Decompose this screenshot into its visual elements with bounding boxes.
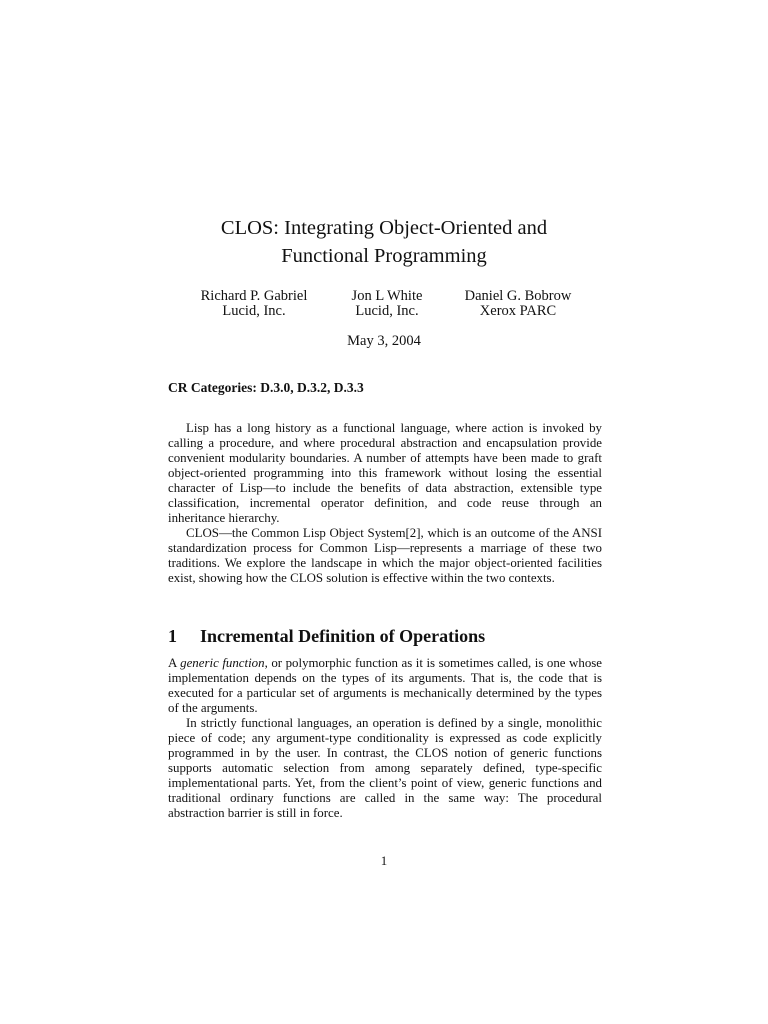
author-affiliation: Xerox PARC [479,303,557,319]
paragraph-rest: , or polymorphic function as it is sometimes called, is one whose implementation depends on the types of its arguments. That is, the code that is executed for a particular set of arguments is mechanically determined by the types of the arguments. [168,656,602,715]
title-line-1: CLOS: Integrating Object-Oriented and [220,217,548,239]
emphasized-term: generic function [180,656,265,670]
section-paragraph-1 [168,656,602,716]
section-heading [168,625,608,647]
section-paragraph-2: In strictly functional languages, an operation is defined by a single, monolithic piece of code; any argument-type conditionality is expressed as code explicitly programmed in by the user. In contrast, the CLOS notion of generic functions supports automatic selection from among separately defined, type-specific implementational parts. Yet, from the client’s point of view, generic functions and traditional ordinary functions are called in the same way: The procedural abstraction barrier is still in force. [168,716,602,820]
section-body [168,656,602,821]
title-line-2: Functional Programming [281,245,487,267]
author-name: Jon L White [351,288,423,304]
page-number: 1 [380,854,388,868]
abstract-paragraph-1: Lisp has a long history as a functional language, where action is invoked by calling a procedure, and where procedural abstraction and encapsulation provide convenient modularity boundaries. A number of attempts have been made to graft object-oriented programming into this framework without losing the essential character of Lisp—to include the benefits of data abstraction, extensible type classification, incremental operator definition, and code reuse through an inheritance hierarchy. [168,421,602,525]
author-name: Daniel G. Bobrow [464,288,572,304]
author-3 [433,289,603,319]
abstract-paragraph-2: CLOS—the Common Lisp Object System[2], which is an outcome of the ANSI standardization process for Common Lisp—represents a marriage of these two traditions. We explore the landscape in which the major object-oriented facilities exist, showing how the CLOS solution is effective within the two contexts. [168,526,602,585]
section-number: 1 [168,626,177,646]
abstract [168,421,602,586]
author-affiliation: Lucid, Inc. [222,303,286,319]
author-affiliation: Lucid, Inc. [355,303,419,319]
paper-date: May 3, 2004 [347,333,421,349]
paper-title [0,214,768,270]
cr-categories: CR Categories: D.3.0, D.3.2, D.3.3 [168,380,364,395]
paragraph-prefix: A [168,656,181,670]
author-name: Richard P. Gabriel [200,288,308,304]
author-block [0,289,768,323]
section-title: Incremental Definition of Operations [200,626,486,646]
